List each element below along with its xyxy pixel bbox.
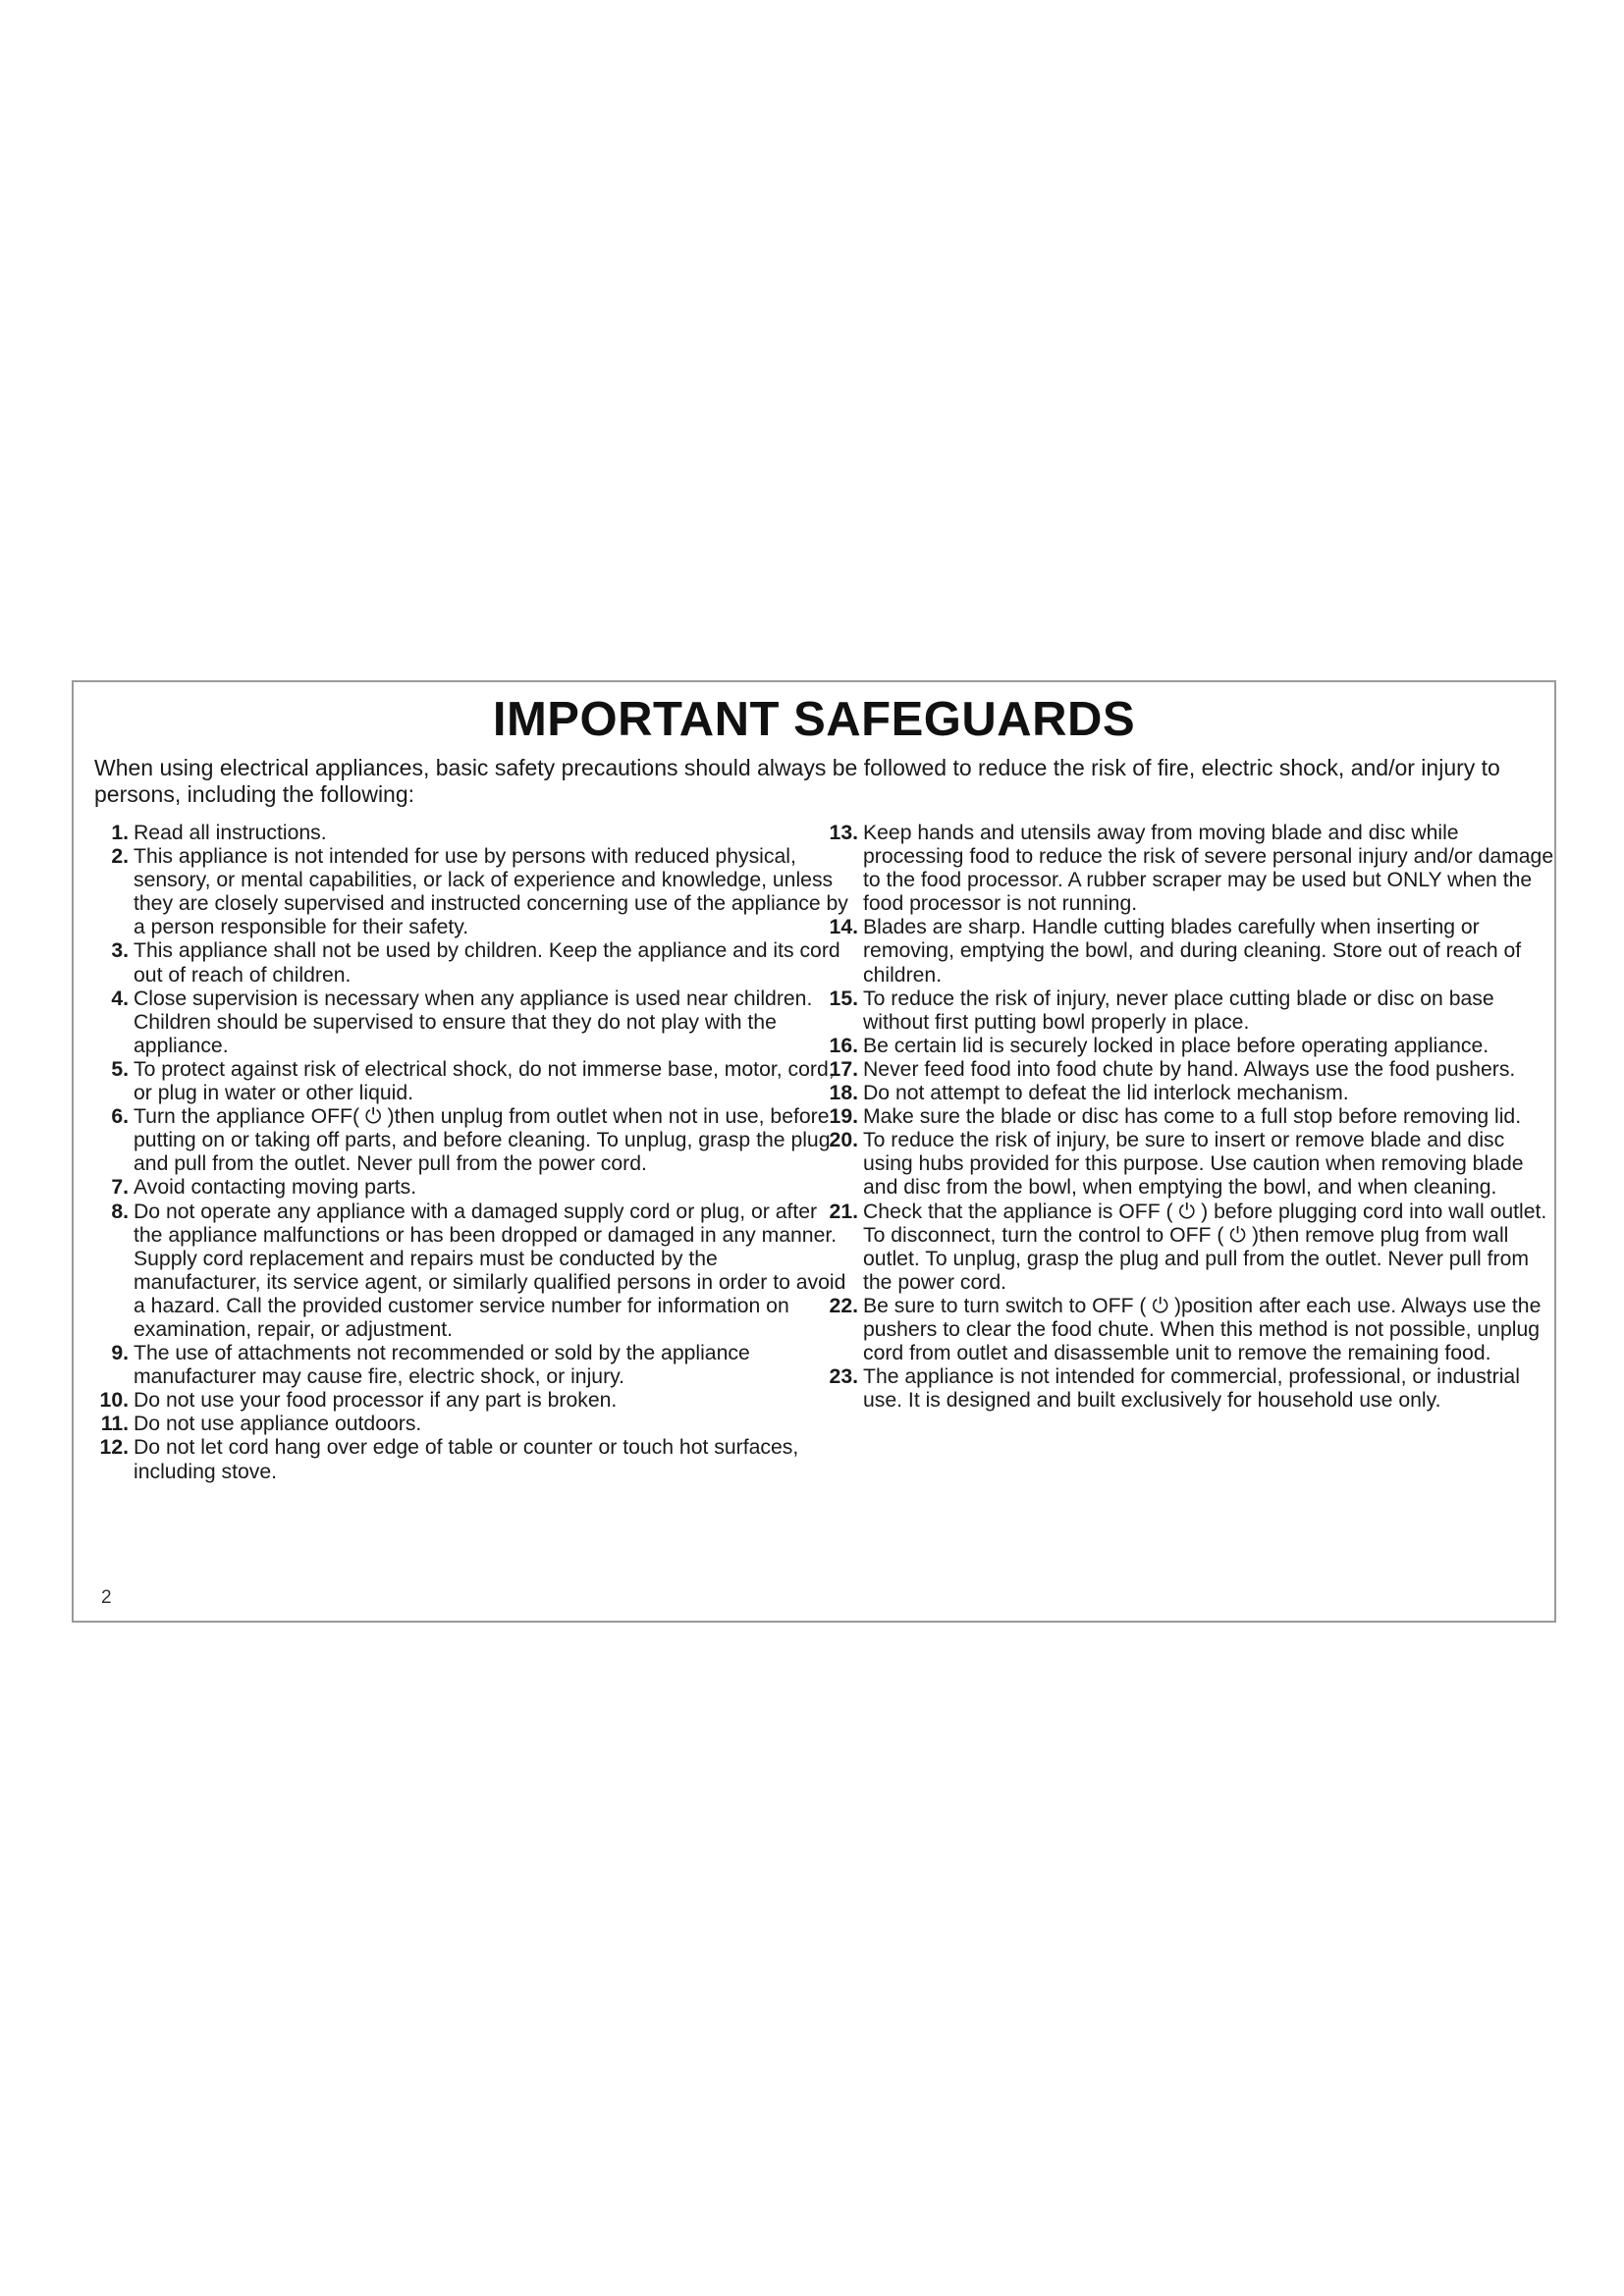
list-item — [94, 939, 850, 987]
list-item — [94, 1105, 850, 1176]
item-text: Never feed food into food chute by hand. Always use the food pushers. — [863, 1057, 1516, 1081]
right-column — [824, 822, 1555, 1413]
list-item — [824, 1365, 1555, 1413]
item-number: 16. — [829, 1034, 858, 1057]
item-text: Do not attempt to defeat the lid interlock mechanism. — [863, 1082, 1349, 1105]
list-item — [824, 1105, 1555, 1129]
item-text: To protect against risk of electrical shock, do not immerse base, motor, cord, or plug in water or other liquid. — [134, 1057, 835, 1105]
item-number: 18. — [829, 1082, 858, 1105]
item-number: 1. — [111, 822, 129, 844]
item-text: Be certain lid is securely locked in place before operating appliance. — [863, 1034, 1489, 1057]
item-number: 12. — [99, 1436, 129, 1460]
item-text: To reduce the risk of injury, never place cutting blade or disc on base without first putting bowl properly in place. — [863, 987, 1494, 1034]
list-item — [94, 1201, 850, 1343]
item-number: 11. — [100, 1413, 129, 1436]
item-text: Be sure to turn switch to OFF ( ⏻ )position after each use. Always use the pushers to clear the food chute. When this method is not possible, unplug cord from outlet and disassemble unit to remove the remaining food. — [863, 1294, 1542, 1365]
item-number: 20. — [829, 1129, 858, 1152]
list-item — [94, 1176, 850, 1200]
item-text: Do not operate any appliance with a damaged supply cord or plug, or after the appliance malfunctions or has been dropped or damaged in any manner. Supply cord replacement and repairs must be conducted by the manufacturer, its service agent, or similarly qualified persons in order to avoid a hazard. Call the provided customer service number for information on examination, repair, or adjustment. — [134, 1200, 846, 1341]
item-number: 13. — [829, 822, 858, 844]
item-text: Make sure the blade or disc has come to a full stop before removing lid. — [863, 1105, 1522, 1129]
item-number: 21. — [829, 1200, 858, 1223]
item-text: The use of attachments not recommended or sold by the appliance manufacturer may cause fire, electric shock, or injury. — [134, 1342, 750, 1389]
item-text: Keep hands and utensils away from moving blade and disc while processing food to reduce the risk of severe personal injury and/or damage to the food processor. A rubber scraper may be used but ONLY when the food processor is not running. — [863, 822, 1554, 916]
list-item — [94, 1389, 850, 1413]
list-item — [824, 916, 1555, 987]
item-text: Do not let cord hang over edge of table or counter or touch hot surfaces, including stove. — [134, 1436, 799, 1483]
safeguards-panel — [72, 680, 1556, 1623]
item-number: 23. — [829, 1365, 858, 1389]
item-number: 17. — [829, 1057, 858, 1081]
list-item — [94, 1436, 850, 1483]
list-item — [94, 1058, 850, 1105]
item-number: 8. — [111, 1200, 129, 1223]
item-text: Blades are sharp. Handle cutting blades carefully when inserting or removing, emptying the bowl, and during cleaning. Store out of reach of children. — [863, 916, 1522, 987]
list-item — [824, 1201, 1555, 1295]
item-number: 6. — [111, 1105, 129, 1129]
item-number: 5. — [111, 1057, 129, 1081]
item-text: This appliance shall not be used by children. Keep the appliance and its cord out of reach of children. — [134, 939, 840, 987]
item-number: 19. — [829, 1105, 858, 1129]
item-text: Avoid contacting moving parts. — [134, 1176, 417, 1200]
list-item — [824, 1058, 1555, 1082]
item-text: Turn the appliance OFF( ⏻ )then unplug from outlet when not in use, before putting on or taking off parts, and before cleaning. To unplug, grasp the plug and pull from the outlet. Never pull from the power cord. — [134, 1105, 831, 1176]
page-title: IMPORTANT SAFEGUARDS — [492, 693, 1136, 746]
item-text: Do not use appliance outdoors. — [134, 1413, 422, 1436]
left-column — [94, 822, 850, 1484]
item-number: 14. — [829, 916, 858, 939]
item-number: 3. — [111, 939, 129, 963]
item-text: Read all instructions. — [134, 822, 327, 844]
item-text: Check that the appliance is OFF ( ⏻ ) before plugging cord into wall outlet. To disconnect, turn the control to OFF ( ⏻ )then remove plug from wall outlet. To unplug, grasp the plug and pull from the outlet. Never pull from the power cord. — [863, 1200, 1547, 1294]
list-item — [824, 1082, 1555, 1105]
list-item — [824, 988, 1555, 1035]
item-text: This appliance is not intended for use by persons with reduced physical, sensory, or mental capabilities, or lack of experience and knowledge, unless they are closely supervised and instructed concerning use of the appliance by a person responsible for their safety. — [134, 845, 848, 939]
item-number: 2. — [111, 845, 129, 869]
page-number: 2 — [101, 1587, 112, 1608]
item-text: Do not use your food processor if any part is broken. — [134, 1389, 618, 1413]
list-item — [824, 1035, 1555, 1058]
list-item — [94, 1413, 850, 1436]
item-number: 15. — [829, 987, 858, 1010]
item-number: 10. — [99, 1389, 129, 1413]
item-number: 9. — [111, 1342, 129, 1365]
item-text: Close supervision is necessary when any appliance is used near children. Children should be supervised to ensure that they do not play with the appliance. — [134, 987, 813, 1057]
item-text: To reduce the risk of injury, be sure to insert or remove blade and disc using hubs provided for this purpose. Use caution when removing blade and disc from the bowl, when emptying the bowl, and when cleaning. — [863, 1129, 1524, 1200]
list-item — [94, 1342, 850, 1389]
list-item — [824, 1129, 1555, 1200]
intro-paragraph: When using electrical appliances, basic safety precautions should always be followed to reduce the risk of fire, electric shock, and/or injury to persons, including the following: — [94, 755, 1500, 807]
list-item — [94, 822, 850, 845]
item-text: The appliance is not intended for commercial, professional, or industrial use. It is designed and built exclusively for household use only. — [863, 1365, 1520, 1413]
item-number: 22. — [829, 1294, 858, 1317]
item-number: 7. — [111, 1176, 129, 1200]
list-item — [824, 822, 1555, 916]
list-item — [94, 845, 850, 939]
item-number: 4. — [111, 987, 129, 1010]
list-item — [94, 988, 850, 1058]
list-item — [824, 1295, 1555, 1365]
